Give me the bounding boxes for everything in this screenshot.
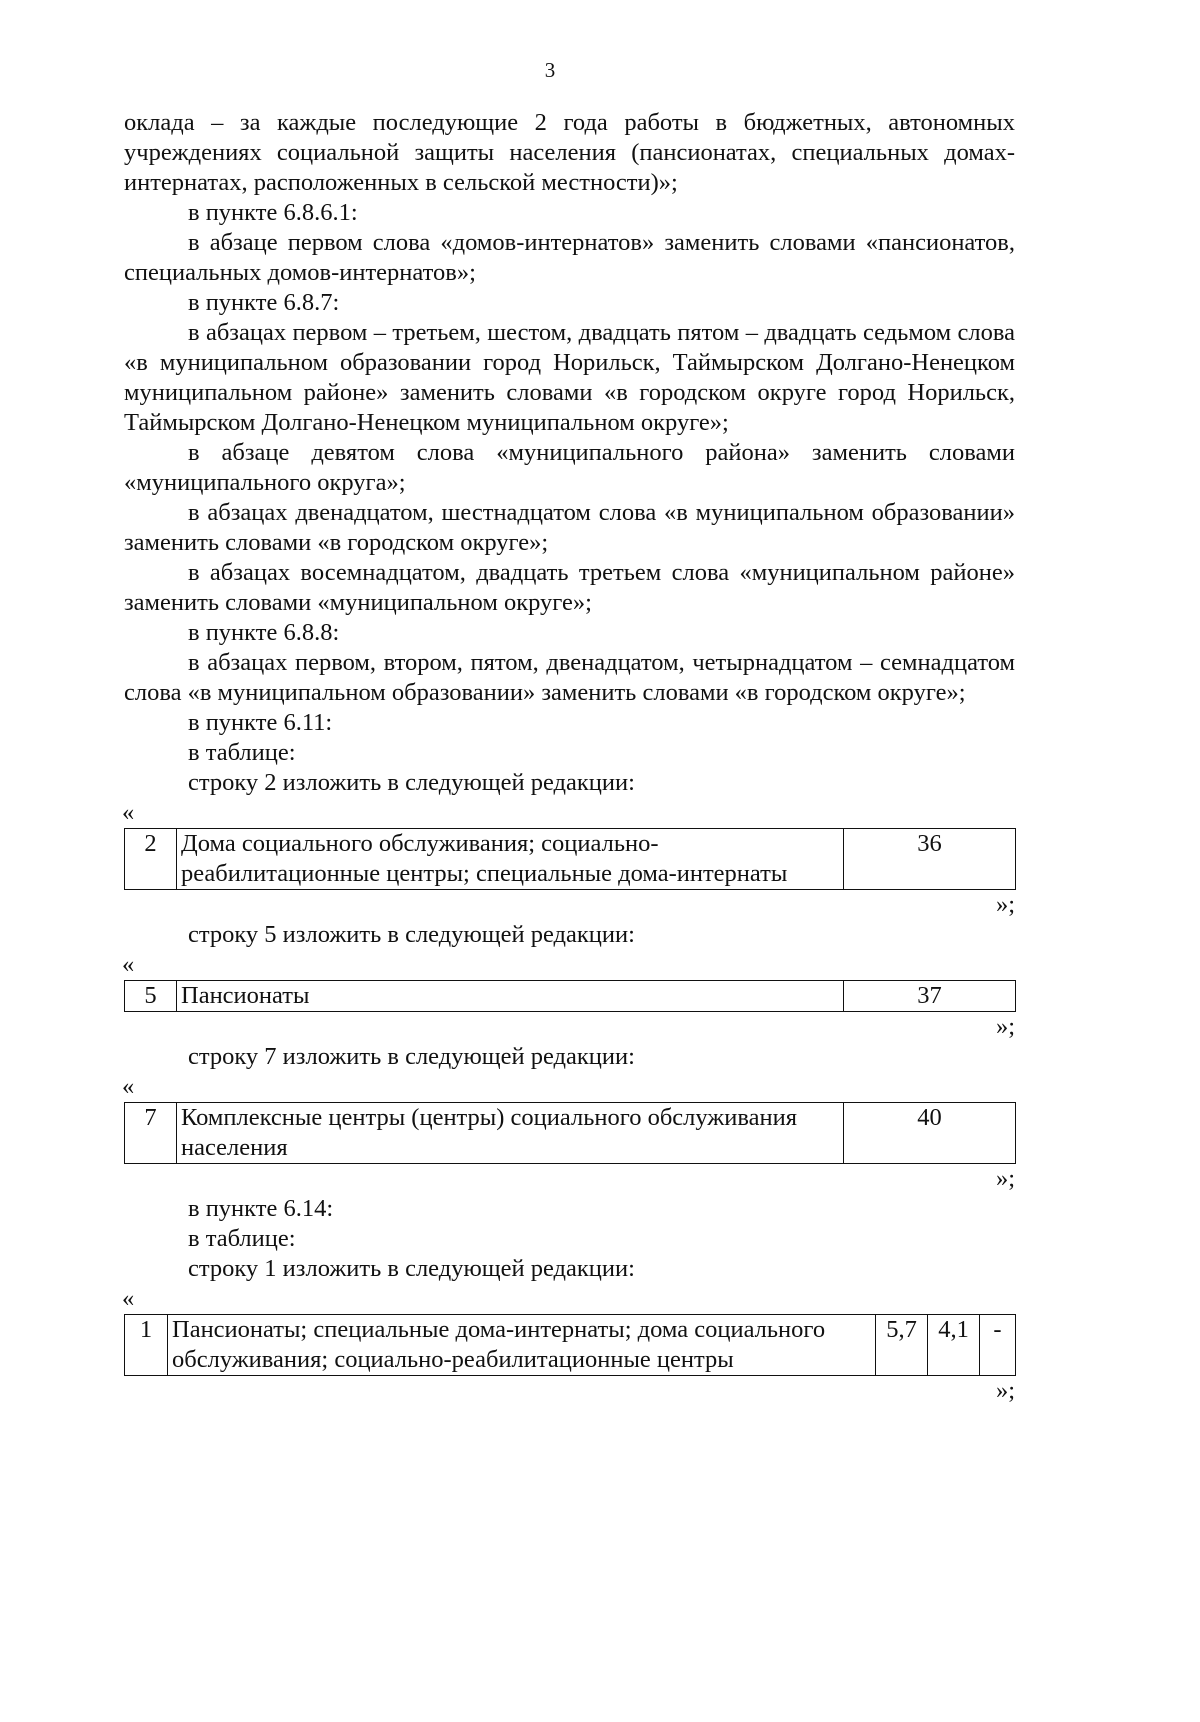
paragraph-abzacy-first-third: в абзацах первом – третьем, шестом, двадцать пятом – двадцать седьмом слова «в муниципальном образовании город Норильск, Таймырском Долгано-Ненецком муниципальном районе» заменить словами «в городском округе город Норильск, Таймырском Долгано-Ненецком муниципальном округе»; — [124, 319, 1015, 436]
paragraph-abzacy-eighteenth: в абзацах восемнадцатом, двадцать третьем слова «муниципальном районе» заменить словами «муниципальном округе»; — [124, 559, 1015, 616]
page-number: 3 — [544, 58, 556, 82]
paragraph-in-table-1: в таблице: — [188, 739, 296, 766]
row-text-cell: Пансионаты — [177, 981, 844, 1012]
table-row — [125, 829, 1016, 890]
table-row-7 — [124, 1102, 1016, 1164]
paragraph-in-table-2: в таблице: — [188, 1225, 296, 1252]
row-text-cell: Пансионаты; специальные дома-интернаты; дома социального обслуживания; социально-реабилитационные центры — [168, 1315, 876, 1376]
paragraph-abzac-first: в абзаце первом слова «домов-интернатов» заменить словами «пансионатов, специальных домов-интернатов»; — [124, 229, 1015, 286]
row-text-cell: Комплексные центры (центры) социального обслуживания населения — [177, 1103, 844, 1164]
paragraph-point-6-14: в пункте 6.14: — [188, 1195, 334, 1222]
document-body — [124, 108, 1015, 1406]
paragraph-row-2-instruction: строку 2 изложить в следующей редакции: — [188, 769, 635, 796]
row-value-cell: 37 — [844, 981, 1016, 1012]
quote-close-row-2: »; — [995, 891, 1015, 918]
paragraph-abzacy-first-second: в абзацах первом, втором, пятом, двенадцатом, четырнадцатом – семнадцатом слова «в муниципальном образовании» заменить словами «в городском округе»; — [124, 649, 1015, 706]
table-row-5 — [124, 980, 1016, 1012]
row-number-cell: 1 — [125, 1315, 168, 1376]
paragraph-point-6-11: в пункте 6.11: — [188, 709, 333, 736]
row-value-cell-2: 4,1 — [928, 1315, 980, 1376]
paragraph-abzac-ninth: в абзаце девятом слова «муниципального района» заменить словами «муниципального округа»; — [124, 439, 1015, 496]
table-row-1 — [124, 1314, 1016, 1376]
paragraph-point-6-8-6-1: в пункте 6.8.6.1: — [188, 199, 358, 226]
paragraph-point-6-8-8: в пункте 6.8.8: — [188, 619, 340, 646]
paragraph-salary-continuation: оклада – за каждые последующие 2 года работы в бюджетных, автономных учреждениях социальной защиты населения (пансионатах, специальных домах-интернатах, расположенных в сельской местности)»; — [124, 109, 1015, 196]
quote-close-row-1: »; — [995, 1377, 1015, 1404]
row-number-cell: 5 — [125, 981, 177, 1012]
quote-open-row-2: « — [122, 799, 135, 826]
row-text-cell: Дома социального обслуживания; социально-реабилитационные центры; специальные дома-интернаты — [177, 829, 844, 890]
row-value-cell-1: 5,7 — [876, 1315, 928, 1376]
paragraph-abzacy-twelfth: в абзацах двенадцатом, шестнадцатом слова «в муниципальном образовании» заменить словами «в городском округе»; — [124, 499, 1015, 556]
paragraph-row-7-instruction: строку 7 изложить в следующей редакции: — [188, 1043, 635, 1070]
paragraph-point-6-8-7: в пункте 6.8.7: — [188, 289, 340, 316]
quote-close-row-5: »; — [995, 1013, 1015, 1040]
table-row — [125, 1103, 1016, 1164]
table-row — [125, 981, 1016, 1012]
row-value-cell: 36 — [844, 829, 1016, 890]
paragraph-row-5-instruction: строку 5 изложить в следующей редакции: — [188, 921, 635, 948]
quote-open-row-7: « — [122, 1073, 135, 1100]
table-row — [125, 1315, 1016, 1376]
paragraph-row-1-instruction: строку 1 изложить в следующей редакции: — [188, 1255, 635, 1282]
quote-open-row-5: « — [122, 951, 135, 978]
row-value-cell: 40 — [844, 1103, 1016, 1164]
row-value-cell-3: - — [980, 1315, 1016, 1376]
quote-close-row-7: »; — [995, 1165, 1015, 1192]
row-number-cell: 7 — [125, 1103, 177, 1164]
row-number-cell: 2 — [125, 829, 177, 890]
quote-open-row-1: « — [122, 1285, 135, 1312]
table-row-2 — [124, 828, 1016, 890]
